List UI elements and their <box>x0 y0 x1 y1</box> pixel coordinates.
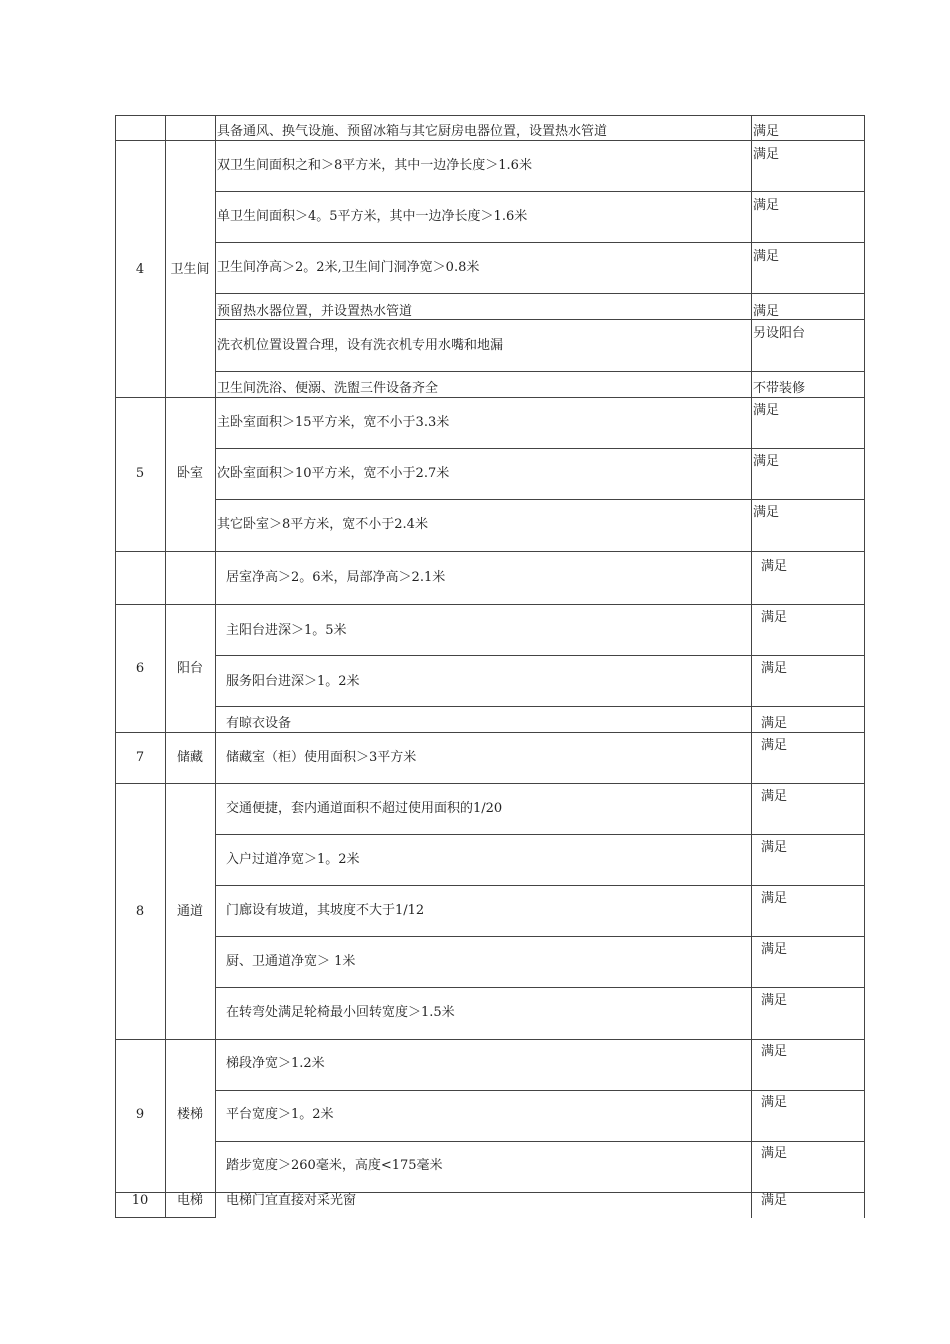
requirement-text: 服务阳台进深＞1。2米 <box>226 674 360 689</box>
requirement-text: 电梯门宜直接对采光窗 <box>226 1193 357 1208</box>
result-text: 满足 <box>761 559 788 574</box>
row-category: 储藏 <box>176 750 203 765</box>
result-text: 满足 <box>761 1193 788 1208</box>
requirement-text: 卫生间洗浴、便溺、洗盥三件设备齐全 <box>217 381 439 396</box>
row-number: 5 <box>135 466 145 481</box>
row-divider <box>215 371 865 372</box>
result-text: 满足 <box>753 249 780 264</box>
result-text: 满足 <box>761 1095 788 1110</box>
row-category: 卧室 <box>176 466 203 481</box>
column-divider <box>751 115 752 1218</box>
row-number: 10 <box>131 1193 149 1208</box>
result-text: 满足 <box>753 147 780 162</box>
row-divider <box>215 242 865 243</box>
row-divider <box>215 834 865 835</box>
row-category: 电梯 <box>176 1193 203 1208</box>
row-divider <box>215 1090 865 1091</box>
result-text: 满足 <box>761 661 788 676</box>
result-text: 另设阳台 <box>753 326 806 341</box>
row-category: 卫生间 <box>170 262 210 277</box>
requirement-text: 主阳台进深＞1。5米 <box>226 623 347 638</box>
row-divider <box>115 1039 865 1040</box>
row-number: 7 <box>135 750 145 765</box>
row-divider <box>215 499 865 500</box>
requirement-text: 有晾衣设备 <box>226 716 292 731</box>
row-category: 楼梯 <box>176 1107 203 1122</box>
requirement-text: 次卧室面积＞10平方米，宽不小于2.7米 <box>217 466 450 481</box>
requirement-text: 双卫生间面积之和＞8平方米，其中一边净长度＞1.6米 <box>217 158 532 173</box>
requirement-text: 交通便捷，套内通道面积不超过使用面积的1/20 <box>226 801 503 816</box>
row-divider <box>215 191 865 192</box>
requirement-text: 单卫生间面积＞4。5平方米，其中一边净长度＞1.6米 <box>217 209 528 224</box>
row-number: 8 <box>135 904 145 919</box>
requirement-text: 预留热水器位置，并设置热水管道 <box>217 304 413 319</box>
result-text: 满足 <box>753 198 780 213</box>
row-divider <box>115 140 865 141</box>
row-number: 4 <box>135 262 145 277</box>
result-text: 满足 <box>761 716 788 731</box>
requirement-text: 卫生间净高＞2。2米,卫生间门洞净宽＞0.8米 <box>217 260 480 275</box>
row-divider <box>115 551 865 552</box>
result-text: 满足 <box>761 789 788 804</box>
requirements-table <box>115 115 865 1218</box>
row-divider <box>115 604 865 605</box>
result-text: 满足 <box>753 454 780 469</box>
requirement-text: 主卧室面积＞15平方米，宽不小于3.3米 <box>217 415 450 430</box>
requirement-text: 具备通风、换气设施、预留冰箱与其它厨房电器位置，设置热水管道 <box>217 124 608 139</box>
result-text: 满足 <box>761 840 788 855</box>
row-number: 9 <box>135 1107 145 1122</box>
result-text: 满足 <box>753 124 780 139</box>
row-divider <box>115 732 865 733</box>
row-number: 6 <box>135 661 145 676</box>
requirement-text: 梯段净宽＞1.2米 <box>226 1056 325 1071</box>
requirement-text: 平台宽度＞1。2米 <box>226 1107 334 1122</box>
row-divider <box>115 397 865 398</box>
requirement-text: 厨、卫通道净宽＞ 1米 <box>226 954 356 969</box>
column-divider <box>215 115 216 1218</box>
requirement-text: 入户过道净宽＞1。2米 <box>226 852 360 867</box>
row-divider <box>115 115 865 116</box>
requirement-text: 其它卧室＞8平方米，宽不小于2.4米 <box>217 517 428 532</box>
row-divider <box>115 783 865 784</box>
requirement-text: 洗衣机位置设置合理，设有洗衣机专用水嘴和地漏 <box>217 338 504 353</box>
requirement-text: 门廊设有坡道，其坡度不大于1/12 <box>226 903 425 918</box>
row-divider <box>215 936 865 937</box>
row-divider <box>215 448 865 449</box>
result-text: 满足 <box>753 304 780 319</box>
row-divider <box>215 987 865 988</box>
result-text: 满足 <box>761 891 788 906</box>
row-category: 阳台 <box>176 661 203 676</box>
result-text: 满足 <box>761 1146 788 1161</box>
column-divider <box>864 115 865 1218</box>
row-divider <box>215 293 865 294</box>
row-divider <box>215 655 865 656</box>
result-text: 满足 <box>753 403 780 418</box>
result-text: 满足 <box>761 738 788 753</box>
row-category: 通道 <box>176 904 203 919</box>
result-text: 不带装修 <box>753 381 806 396</box>
requirement-text: 踏步宽度＞260毫米，高度<175毫米 <box>226 1158 443 1173</box>
result-text: 满足 <box>761 942 788 957</box>
result-text: 满足 <box>761 993 788 1008</box>
requirement-text: 储藏室（柜）使用面积＞3平方米 <box>226 750 417 765</box>
result-text: 满足 <box>761 1044 788 1059</box>
result-text: 满足 <box>761 610 788 625</box>
requirement-text: 在转弯处满足轮椅最小回转宽度＞1.5米 <box>226 1005 455 1020</box>
row-divider <box>215 885 865 886</box>
requirement-text: 居室净高＞2。6米，局部净高＞2.1米 <box>226 570 446 585</box>
row-divider <box>215 1141 865 1142</box>
row-divider <box>215 706 865 707</box>
result-text: 满足 <box>753 505 780 520</box>
